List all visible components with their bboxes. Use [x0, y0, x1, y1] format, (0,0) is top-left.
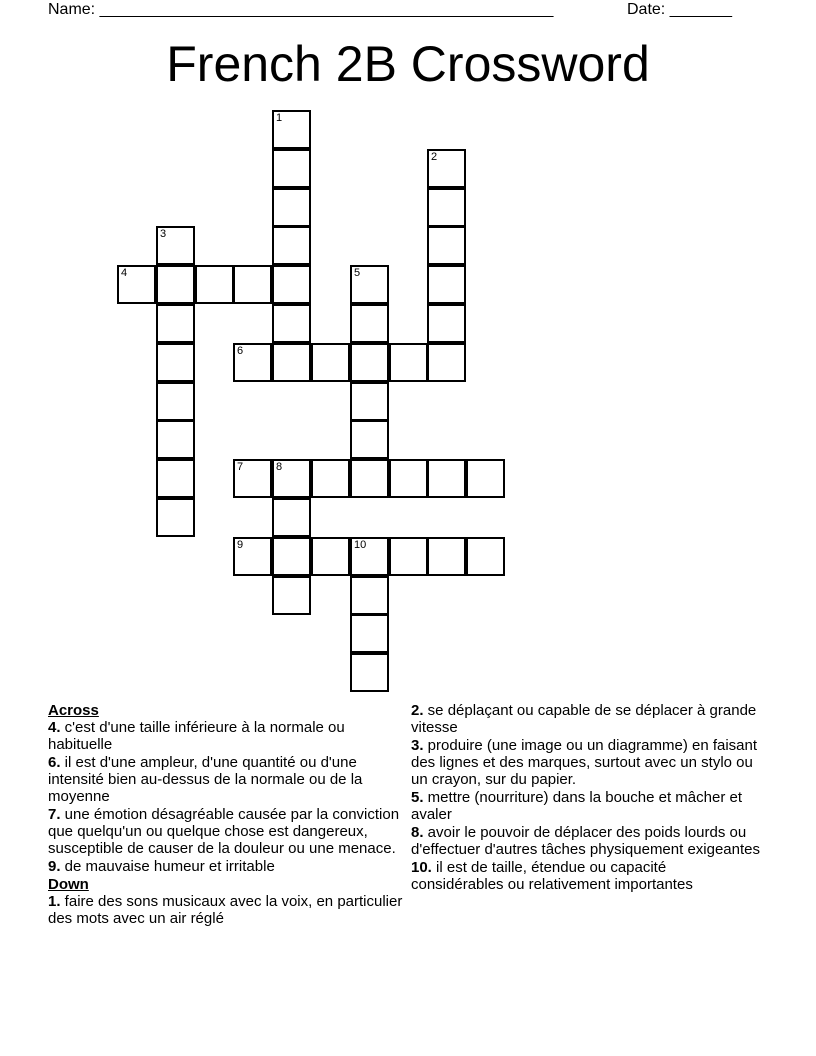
grid-cell[interactable]	[272, 149, 311, 188]
down-heading: Down	[48, 876, 89, 893]
clue-down-8	[411, 824, 761, 858]
grid-cell[interactable]	[466, 459, 505, 498]
grid-cell[interactable]	[427, 226, 466, 265]
grid-cell[interactable]	[389, 343, 428, 382]
clue-down-10	[411, 859, 761, 893]
clue-number: 3.	[411, 737, 424, 754]
grid-cell[interactable]	[427, 149, 466, 188]
grid-cell[interactable]	[350, 576, 389, 615]
grid-cell[interactable]	[272, 110, 311, 149]
clue-number: 5.	[411, 789, 424, 806]
grid-cell[interactable]	[350, 614, 389, 653]
grid-cell[interactable]	[272, 304, 311, 343]
grid-cell[interactable]	[427, 537, 466, 576]
clue-text: mettre (nourriture) dans la bouche et mâcher et avaler	[411, 789, 743, 823]
page-title: French 2B Crossword	[166, 36, 650, 92]
grid-cell[interactable]	[350, 304, 389, 343]
clue-text: il est de taille, étendue ou capacité considérables ou relativement importantes	[411, 859, 693, 893]
grid-cell[interactable]	[466, 537, 505, 576]
clues-column-left	[48, 702, 408, 928]
grid-cell[interactable]	[156, 459, 195, 498]
clue-text: de mauvaise humeur et irritable	[60, 858, 275, 875]
clue-across-4	[48, 719, 408, 753]
grid-cell[interactable]	[233, 343, 272, 382]
grid-cell[interactable]	[156, 382, 195, 421]
clue-text: une émotion désagréable causée par la conviction que quelqu'un ou quelque chose est dangereux, susceptible de causer de la douleur ou une menace.	[48, 806, 400, 857]
clues-column-right	[411, 702, 761, 894]
clue-number: 7.	[48, 806, 61, 823]
grid-cell[interactable]	[311, 537, 350, 576]
clue-down-3	[411, 737, 761, 788]
grid-cell[interactable]	[350, 382, 389, 421]
cell-number: 5	[354, 267, 361, 279]
grid-cell[interactable]	[272, 459, 311, 498]
cell-number: 3	[160, 228, 167, 240]
grid-cell[interactable]	[350, 265, 389, 304]
grid-cell[interactable]	[350, 459, 389, 498]
clue-down-1	[48, 893, 408, 927]
grid-cell[interactable]	[427, 343, 466, 382]
grid-cell[interactable]	[117, 265, 156, 304]
grid-cell[interactable]	[427, 304, 466, 343]
clue-text: se déplaçant ou capable de se déplacer à grande vitesse	[411, 702, 757, 736]
grid-cell[interactable]	[311, 343, 350, 382]
grid-cell[interactable]	[272, 537, 311, 576]
cell-number: 7	[237, 461, 244, 473]
grid-cell[interactable]	[233, 265, 272, 304]
cell-number: 4	[121, 267, 128, 279]
clue-across-7	[48, 806, 408, 857]
grid-cell[interactable]	[156, 304, 195, 343]
clue-text: faire des sons musicaux avec la voix, en particulier des mots avec un air réglé	[48, 893, 403, 927]
grid-cell[interactable]	[272, 343, 311, 382]
cell-number: 10	[354, 539, 367, 551]
clue-number: 10.	[411, 859, 432, 876]
clue-text: c'est d'une taille inférieure à la normale ou habituelle	[48, 719, 345, 753]
clue-number: 8.	[411, 824, 424, 841]
clue-number: 9.	[48, 858, 61, 875]
cell-number: 1	[276, 112, 283, 124]
name-field-label: Name: ___________________________________________________	[48, 1, 554, 18]
cell-number: 2	[431, 151, 438, 163]
clue-text: produire (une image ou un diagramme) en faisant des lignes et des marques, surtout avec un stylo ou un crayon, sur du papier.	[411, 737, 758, 788]
grid-cell[interactable]	[311, 459, 350, 498]
grid-cell[interactable]	[156, 226, 195, 265]
grid-cell[interactable]	[156, 498, 195, 537]
grid-cell[interactable]	[272, 265, 311, 304]
grid-cell[interactable]	[272, 576, 311, 615]
grid-cell[interactable]	[156, 343, 195, 382]
grid-cell[interactable]	[156, 420, 195, 459]
grid-cell[interactable]	[389, 537, 428, 576]
clue-across-9	[48, 858, 408, 875]
clue-down-5	[411, 789, 761, 823]
grid-cell[interactable]	[272, 188, 311, 227]
grid-cell[interactable]	[233, 537, 272, 576]
grid-cell[interactable]	[427, 188, 466, 227]
cell-number: 9	[237, 539, 244, 551]
grid-cell[interactable]	[350, 343, 389, 382]
clue-number: 4.	[48, 719, 61, 736]
grid-cell[interactable]	[350, 653, 389, 692]
grid-cell[interactable]	[233, 459, 272, 498]
grid-cell[interactable]	[272, 226, 311, 265]
clue-number: 2.	[411, 702, 424, 719]
grid-cell[interactable]	[350, 537, 389, 576]
grid-cell[interactable]	[195, 265, 234, 304]
clue-text: avoir le pouvoir de déplacer des poids lourds ou d'effectuer d'autres tâches physiquement exigeantes	[411, 824, 761, 858]
grid-cell[interactable]	[350, 420, 389, 459]
clue-down-2	[411, 702, 761, 736]
grid-cell[interactable]	[272, 498, 311, 537]
grid-cell[interactable]	[156, 265, 195, 304]
grid-cell[interactable]	[427, 459, 466, 498]
clue-number: 1.	[48, 893, 61, 910]
across-heading: Across	[48, 702, 99, 719]
clue-across-6	[48, 754, 408, 805]
grid-cell[interactable]	[389, 459, 428, 498]
date-field-label: Date: _______	[627, 1, 732, 18]
grid-cell[interactable]	[427, 265, 466, 304]
clue-text: il est d'une ampleur, d'une quantité ou d'une intensité bien au-dessus de la normale ou de la moyenne	[48, 754, 363, 805]
cell-number: 8	[276, 461, 283, 473]
clue-number: 6.	[48, 754, 61, 771]
cell-number: 6	[237, 345, 244, 357]
